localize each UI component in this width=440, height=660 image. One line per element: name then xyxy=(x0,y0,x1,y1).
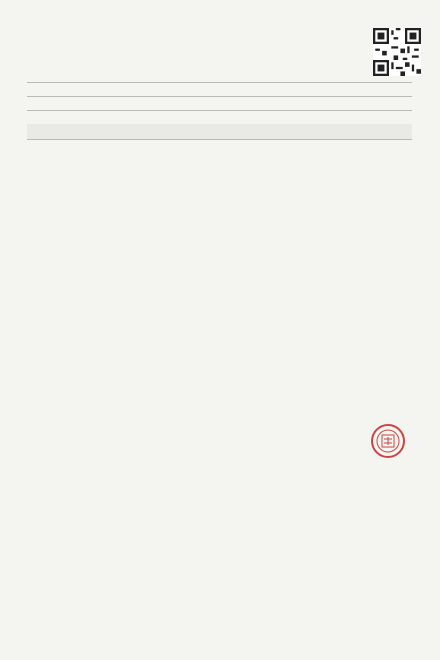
patient-row xyxy=(27,96,412,111)
col-non-benefit xyxy=(327,124,367,139)
col-drug-code xyxy=(87,124,137,139)
name-row xyxy=(27,82,412,97)
visit-label xyxy=(207,110,267,124)
date-label xyxy=(322,96,352,110)
date-value xyxy=(362,96,412,110)
name-label xyxy=(27,82,77,96)
col-6 xyxy=(297,124,327,139)
col-self-pay xyxy=(187,124,227,139)
patient-no-label xyxy=(27,96,87,110)
dept-label xyxy=(27,110,87,124)
form-number xyxy=(27,68,107,82)
col-5 xyxy=(267,124,297,139)
form-number-row xyxy=(27,68,412,83)
col-insurance xyxy=(227,124,267,139)
col-amount xyxy=(147,124,187,139)
col-total xyxy=(367,124,412,139)
dept-row xyxy=(27,110,412,125)
table-header-row xyxy=(27,124,412,140)
col-item xyxy=(27,124,87,139)
special-label xyxy=(267,110,307,124)
period-label xyxy=(177,96,257,110)
hospital-seal-icon xyxy=(370,423,406,459)
